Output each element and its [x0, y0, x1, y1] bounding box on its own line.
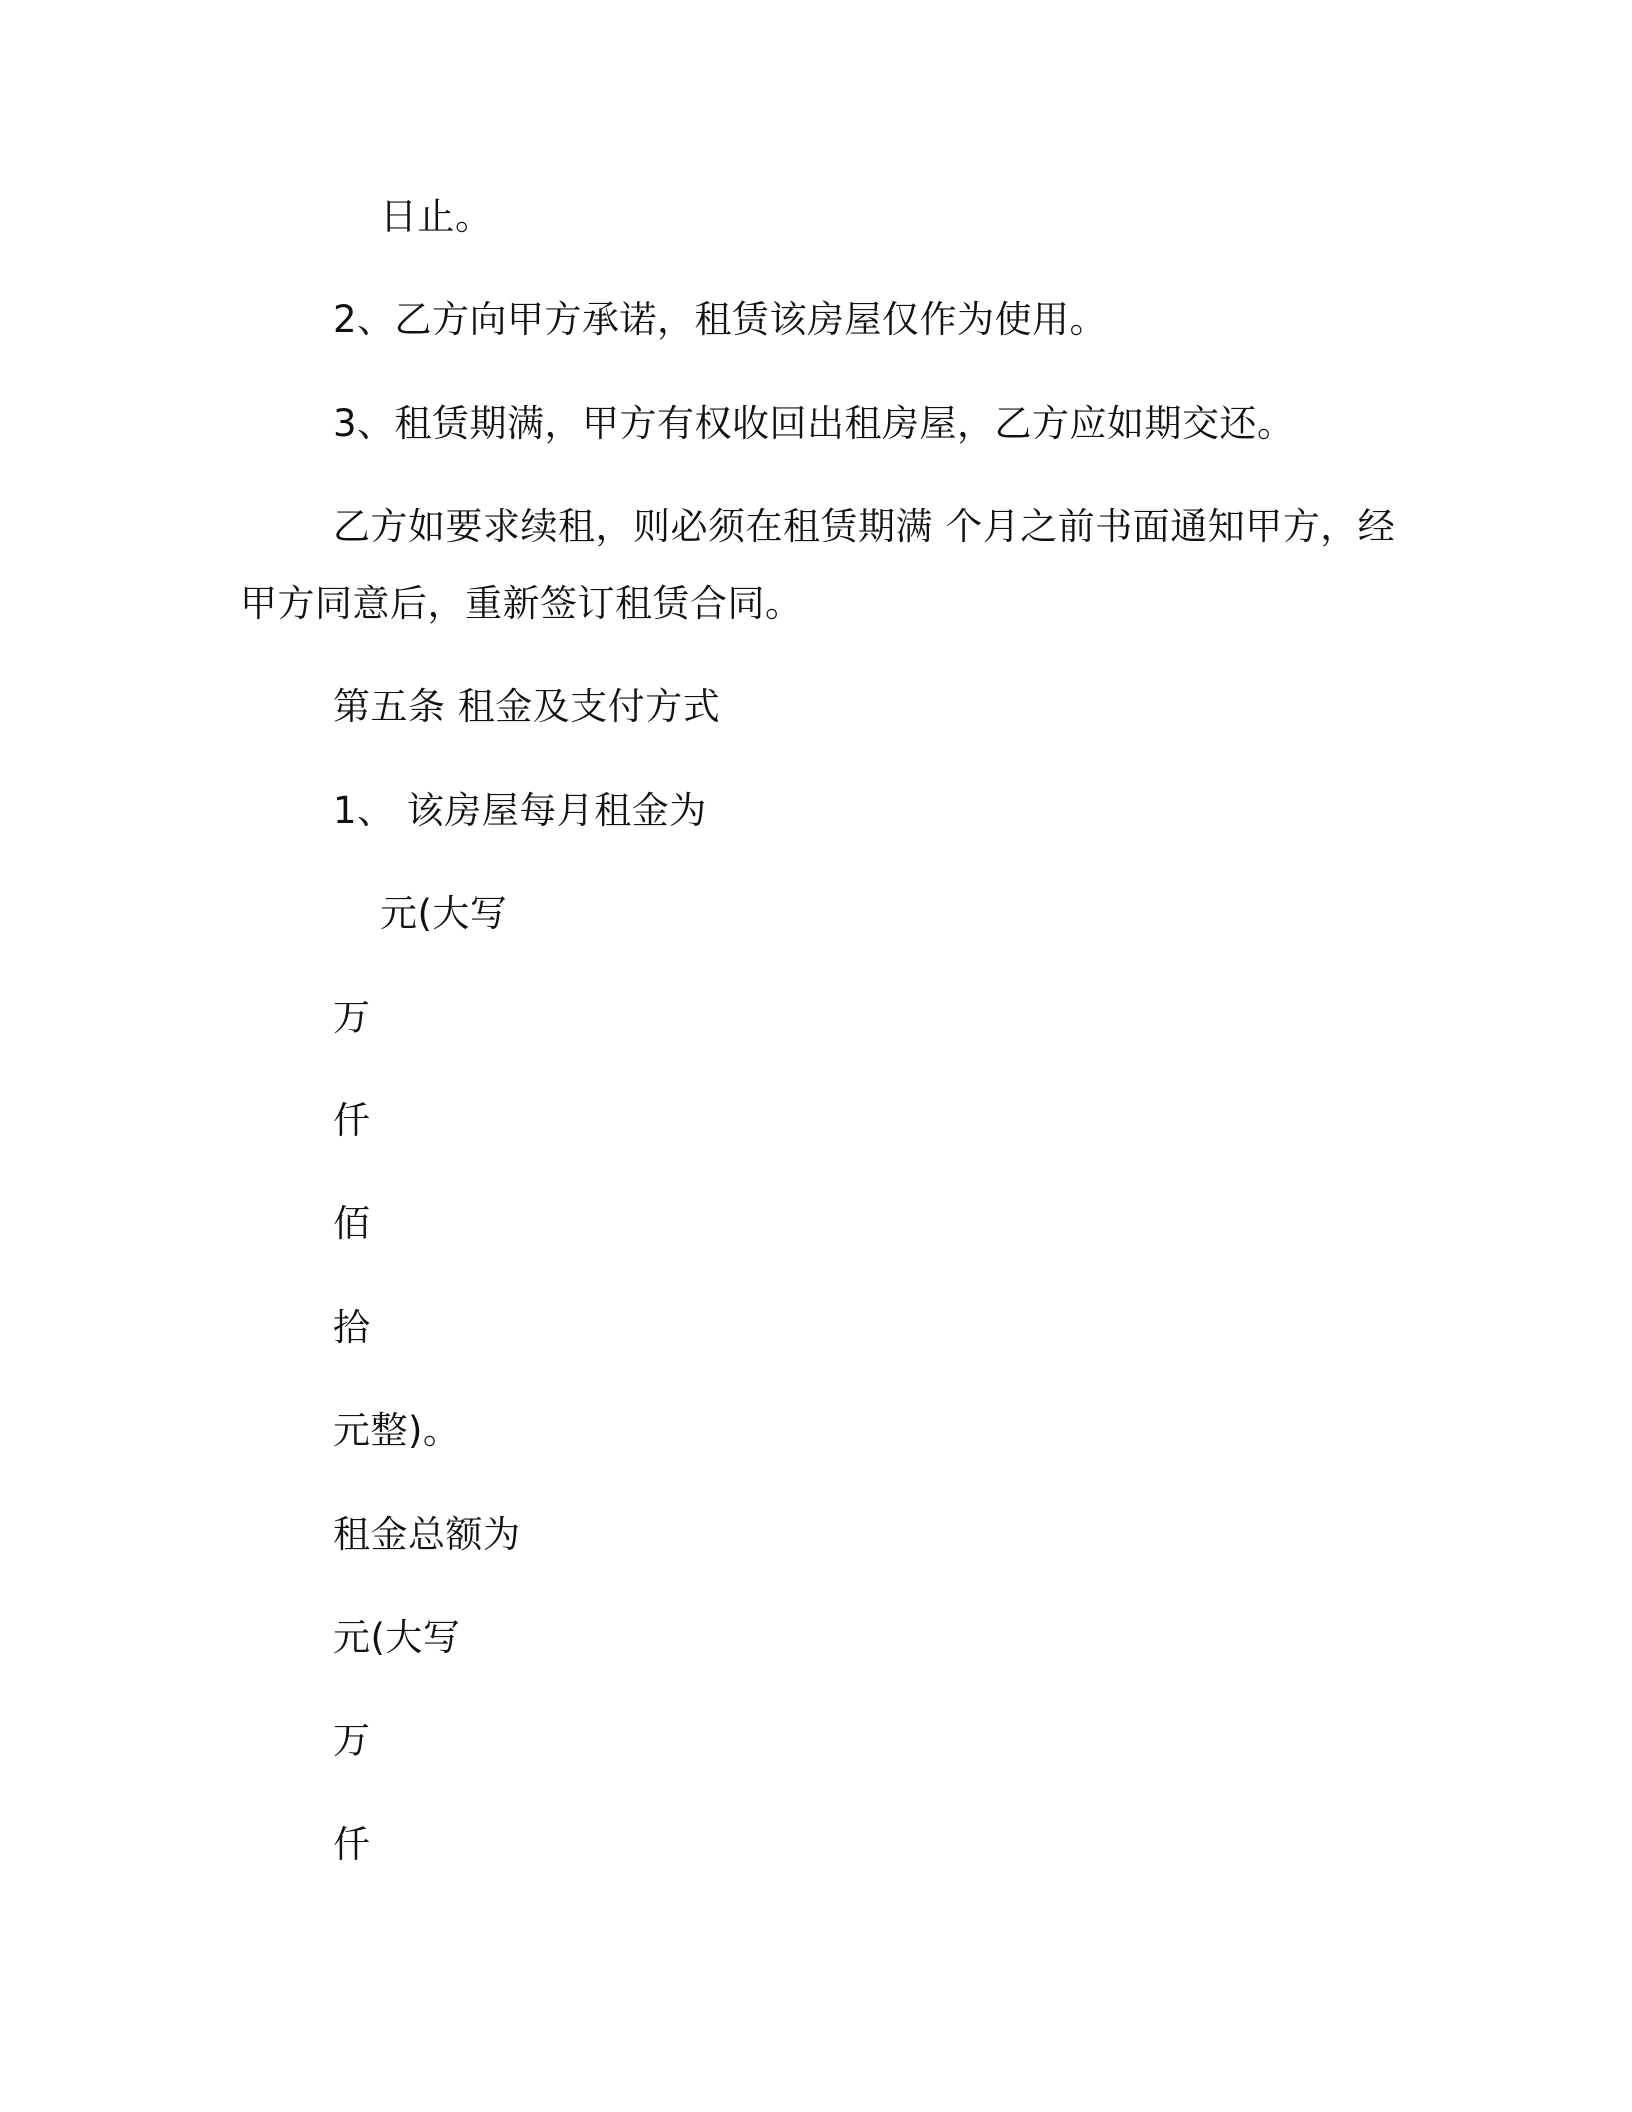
text-line-yuan-daxie-2: 元(大写: [333, 1616, 461, 1659]
text-line-yuan-zheng: 元整)。: [333, 1409, 461, 1452]
text-line-wan: 万: [333, 996, 371, 1039]
text-line-yuan-daxie: 元(大写: [380, 892, 508, 935]
text-line-clause-2: 2、乙方向甲方承诺，租赁该房屋仅作为使用。: [333, 298, 1108, 341]
text-line-shi: 拾: [333, 1306, 371, 1349]
text-line-wan-2: 万: [333, 1719, 371, 1762]
text-line-renewal: 乙方如要求续租，则必须在租赁期满 个月之前书面通知甲方，经: [333, 505, 1396, 548]
text-line-monthly-rent: 1、 该房屋每月租金为: [333, 789, 707, 832]
text-line-total-rent: 租金总额为: [333, 1513, 521, 1556]
section-heading-article-5: 第五条 租金及支付方式: [333, 685, 721, 728]
text-line-qian-2: 仟: [333, 1823, 371, 1866]
text-line-clause-3: 3、租赁期满，甲方有权收回出租房屋，乙方应如期交还。: [333, 402, 1295, 445]
text-line-end-date: 日止。: [380, 195, 493, 238]
text-line-bai: 佰: [333, 1202, 371, 1245]
text-line-qian: 仟: [333, 1099, 371, 1142]
text-line-renewal-cont: 甲方同意后，重新签订租赁合同。: [240, 582, 803, 625]
